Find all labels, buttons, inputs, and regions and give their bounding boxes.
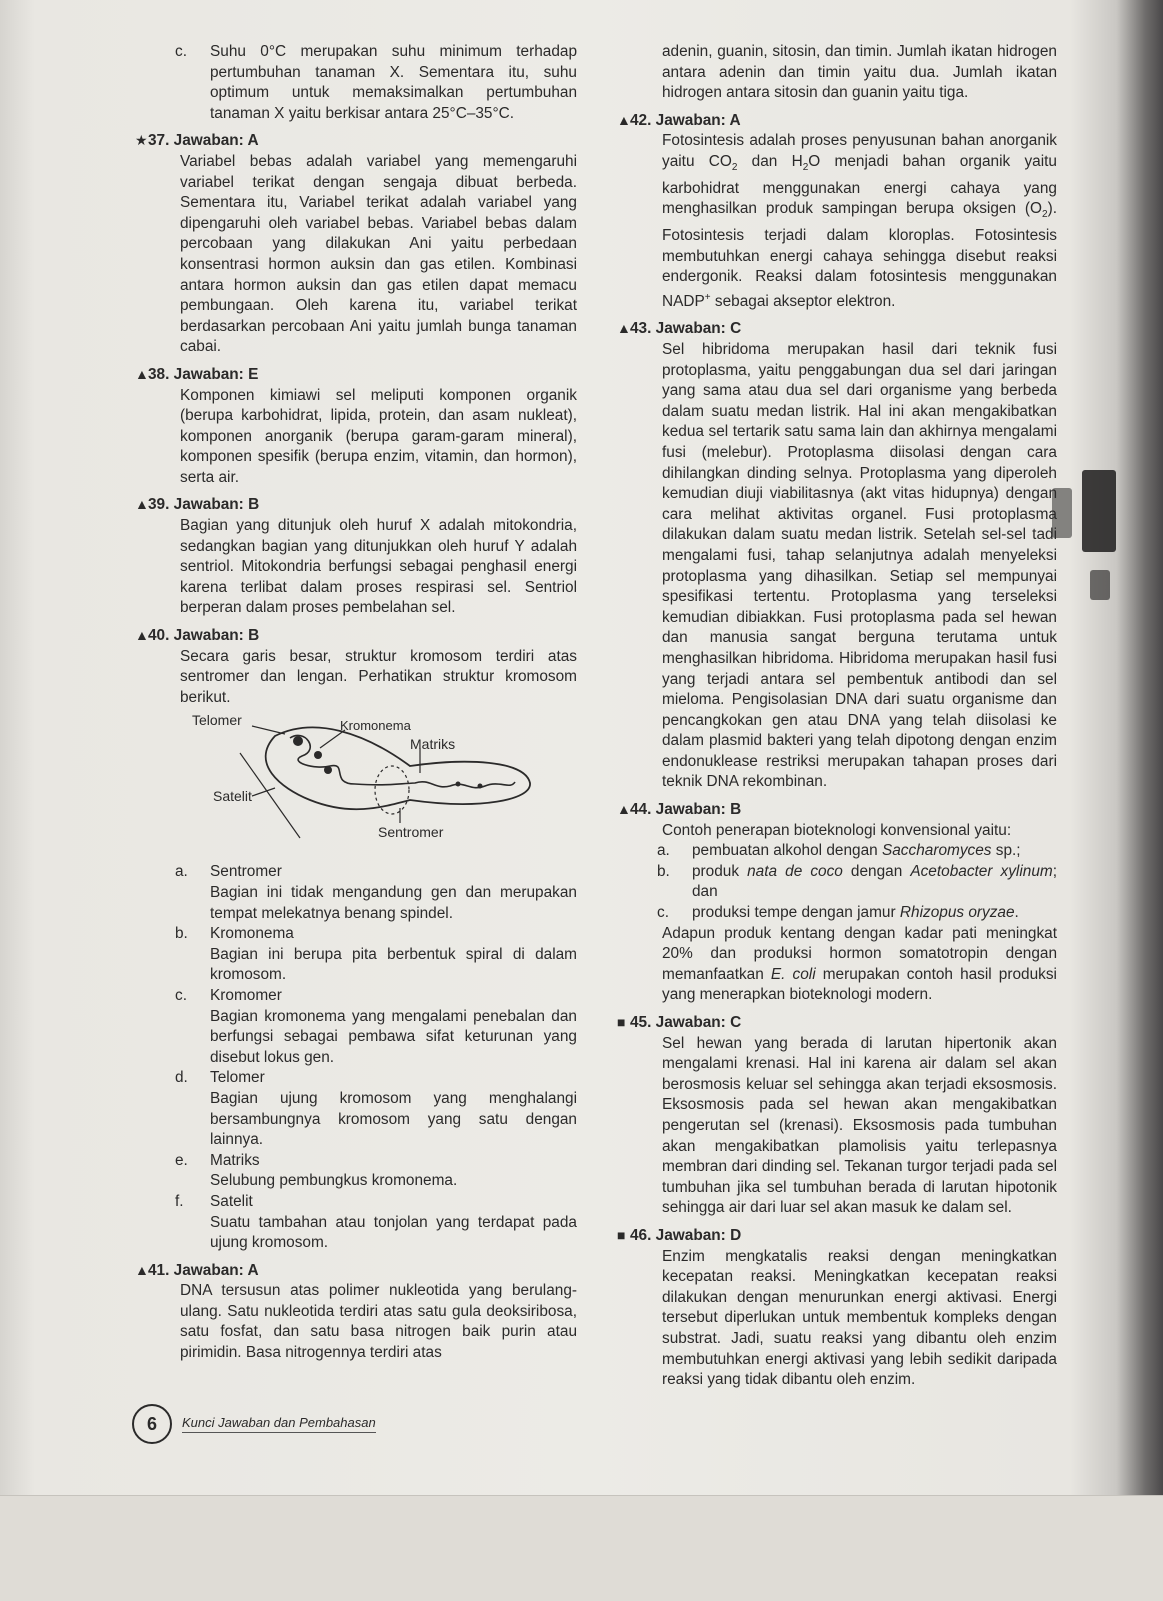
chromomer-dot (314, 751, 322, 759)
chromomer-dot (478, 784, 483, 789)
answer-46 (617, 1225, 1057, 1391)
ink-smudge (1090, 570, 1110, 600)
text-segment: produksi tempe dengan jamur (692, 904, 900, 922)
answer-40 (135, 625, 577, 1254)
part-title: Matriks (210, 1151, 260, 1169)
answer-heading (135, 130, 577, 152)
text-segment: ; dan (692, 862, 1057, 901)
answer-44 (617, 799, 1057, 1006)
part-label: a. (175, 863, 188, 881)
text-segment: produk (692, 862, 748, 880)
left-top-item (135, 42, 577, 124)
answer-body: Sel hibridoma merupakan hasil dari teknik fusi protoplasma, yaitu penggabungan dua sel dari jaringan yang sama atau dua sel dari organisme yang berbeda dalam suatu medan listrik. Hal ini akan mengakibatkan kedua sel tertarik satu sama lain dan akhirnya mengalami fusi (melebur). Protoplasma diisolasi dengan cara dihilangkan dinding selnya. Protoplasma yang diperoleh kemudian diuji viabilitasnya (akt vitas hidupnya) dengan cara melihat aktivitas organel. Fusi protoplasma dilakukan dalam suatu medan listrik. Setelah sel-sel tadi mengalami fusi, tahap selanjutnya adalah menyeleksi protoplasma yang dihasilkan. Setiap sel mempunyai spesifikasi tertentu. Protoplasma yang terseleksi kemudian dibiakkan. Fusi protoplasma pada sel hewan dan manusia sangat berguna terutama untuk menghasilkan hibridoma. Hibridoma merupakan hasil fusi yang terjadi antara sel pembentuk antibodi dan sel mieloma. Pengisolasian DNA dari suatu organisme dan pencangkokan gen atau DNA yang telah diisolasi ke dalam plasmid bakteri yang telah dipotong dengan enzim endonuklease restriksi merupakan tahapan proses dari teknik DNA rekombinan. (662, 341, 1057, 791)
answer-heading (617, 799, 1057, 821)
satelit-leader (252, 788, 275, 796)
example-item (617, 862, 1057, 903)
text-segment: dengan (842, 862, 911, 880)
page-footer (132, 1404, 376, 1444)
answer-43 (617, 318, 1057, 793)
triangle-icon: ▲ (135, 1261, 149, 1278)
italic-term: E. coli (770, 965, 816, 983)
subscript: 2 (1042, 209, 1048, 221)
answer-heading-text: 44. Jawaban: B (630, 801, 742, 819)
part-desc: Suatu tambahan atau tonjolan yang terdapat pada ujung kromosom. (210, 1213, 577, 1252)
triangle-icon: ▲ (135, 365, 149, 382)
answer-heading-text: 37. Jawaban: A (148, 132, 259, 150)
continuation-text: adenin, guanin, sitosin, dan timin. Jumlah ikatan hidrogen antara adenin dan timin yaitu dua. Jumlah ikatan hidrogen antara sitosin dan guanin yaitu tiga. (662, 43, 1057, 102)
footer-title: Kunci Jawaban dan Pembahasan (182, 1415, 376, 1433)
answer-heading-text: 41. Jawaban: A (148, 1261, 259, 1279)
italic-term: Acetobacter xylinum (910, 862, 1053, 880)
part-desc: Bagian ujung kromosom yang menghalangi bersambungnya kromosom yang satu dengan lainnya. (210, 1089, 577, 1149)
chromosome-figure (180, 708, 577, 858)
answer-body: Enzim mengkatalis reaksi dengan meningkatkan kecepatan reaksi. Meningkatkan kecepatan reaksi dilakukan dengan menurunkan energi aktivasi. Energi tersebut diperlukan untuk membentuk kompleks dengan substrat. Jadi, suatu reaksi yang dibantu oleh enzim membutuhkan energi aktivasi yang lebih sedikit daripada reaksi yang tidak dibantu oleh enzim. (662, 1247, 1057, 1389)
answer-heading-text: 39. Jawaban: B (148, 496, 260, 514)
left-column (135, 42, 577, 1370)
part-desc: Bagian kromonema yang mengalami penebalan dan berfungsi sebagai pembawa sifat keturunan yang disebut lokus gen. (210, 1007, 577, 1066)
body-segment: sebagai akseptor elektron. (710, 292, 896, 310)
part-item (135, 1068, 577, 1089)
answer-heading-text: 38. Jawaban: E (148, 365, 259, 383)
answer-heading-text: 42. Jawaban: A (630, 111, 741, 129)
part-list (135, 862, 577, 1253)
chromomer-dot (324, 766, 332, 774)
part-label: f. (175, 1192, 184, 1210)
chromomer-dot (456, 782, 461, 787)
example-label: a. (657, 842, 670, 860)
triangle-icon: ▲ (135, 627, 149, 644)
label-matriks: Matriks (410, 736, 456, 753)
part-item (135, 1192, 577, 1213)
example-text (692, 903, 1057, 924)
answer-body: Variabel bebas adalah variabel yang memengaruhi variabel terikat dengan sengaja dibuat berbeda. Sementara itu, Variabel terikat adalah variabel yang dipengaruhi oleh variabel bebas. Variabel bebas dalam percobaan yang dilakukan Ani yaitu perbedaan konsentrasi hormon auksin dan gas etilen. Kombinasi antara hormon auksin dan gas etilen dapat memacu pembungaan. Oleh karena itu, variabel terikat berdasarkan percobaan Ani yaitu jumlah bunga tanaman cabai. (180, 152, 577, 356)
star-icon: ★ (135, 132, 148, 149)
chromosome-outline (266, 728, 530, 810)
telomer-leader (252, 726, 285, 734)
answer-heading (135, 364, 577, 386)
part-title: Telomer (210, 1069, 265, 1087)
sub-label: c. (175, 43, 187, 60)
answer-45 (617, 1012, 1057, 1219)
answer-heading (135, 1260, 577, 1282)
example-item (617, 841, 1057, 862)
part-title: Satelit (210, 1192, 253, 1210)
sub-item (135, 42, 577, 124)
page-number: 6 (132, 1404, 172, 1444)
square-icon: ■ (617, 1014, 626, 1030)
example-text (692, 862, 1057, 903)
text-segment: Adapun produk kentang dengan kadar pati meningkat 20% dan produksi hormon somatotropin dengan memanfaatkan (662, 924, 1057, 983)
text-segment: pembuatan alkohol dengan (692, 842, 882, 860)
part-desc: Selubung pembungkus kromonema. (210, 1172, 458, 1190)
subscript: 2 (731, 162, 738, 174)
label-telomer: Telomer (192, 712, 242, 729)
body-segment: ). Fotosintesis terjadi dalam kloroplas. Fotosintesis membutuhkan energi cahaya sehingga disebut reaksi endergonik. Reaksi dalam fotosintesis menggunakan NADP (662, 200, 1057, 310)
part-label: d. (175, 1069, 188, 1087)
sub-text: Suhu 0°C merupakan suhu minimum terhadap pertumbuhan tanaman X. Sementara itu, suhu optimum untuk memaksimalkan pertumbuhan tanaman X yaitu berkisar antara 25°C–35°C. (210, 43, 577, 122)
text-segment: . (1014, 904, 1019, 922)
answer-heading (617, 110, 1057, 132)
chromomer-dot (293, 736, 303, 746)
answer-heading (617, 1012, 1057, 1034)
triangle-icon: ▲ (617, 111, 631, 128)
superscript: + (704, 291, 711, 303)
answer-42 (617, 110, 1057, 313)
answer-heading (135, 625, 577, 647)
text-segment: sp.; (991, 842, 1021, 860)
answer-39 (135, 494, 577, 619)
triangle-icon: ▲ (135, 496, 149, 513)
part-title: Sentromer (210, 863, 282, 881)
italic-term: Rhizopus oryzae (899, 904, 1015, 922)
example-label: b. (657, 862, 670, 880)
triangle-icon: ▲ (617, 320, 631, 337)
answer-heading (135, 494, 577, 516)
part-title: Kromonema (210, 925, 294, 943)
part-item (135, 986, 577, 1007)
body-segment: O menjadi bahan organik yaitu karbohidrat menggunakan energi cahaya yang menghasilkan produk sampingan berupa oksigen (O (662, 152, 1057, 218)
answer-body: Bagian yang ditunjuk oleh huruf X adalah mitokondria, sedangkan bagian yang ditunjukkan oleh huruf Y adalah sentriol. Mitokondria berfungsi sebagai penghasil energi karena terlibat dalam proses respirasi sel. Sentriol berperan dalam proses pembelahan sel. (180, 517, 577, 617)
answer-body: DNA tersusun atas polimer nukleotida yang berulang-ulang. Satu nukleotida terdiri atas satu gula deoksiribosa, satu fosfat, dan satu basa nitrogen baik purin atau pirimidin. Basa nitrogennya terdiri atas (180, 1282, 577, 1362)
part-desc: Bagian ini berupa pita berbentuk spiral di dalam kromosom. (210, 945, 577, 984)
part-label: c. (175, 986, 187, 1004)
example-text (692, 841, 1057, 862)
right-column (617, 42, 1057, 1397)
part-label: e. (175, 1151, 188, 1169)
ink-smudge (1082, 470, 1116, 552)
body-segment: Fotosintesis adalah proses penyusunan bahan anorganik yaitu CO (662, 132, 1057, 170)
part-desc: Bagian ini tidak mengandung gen dan merupakan tempat melekatnya benang spindel. (210, 884, 577, 922)
answer-heading (617, 1225, 1057, 1247)
part-item (135, 862, 577, 883)
example-label: c. (657, 904, 669, 922)
answer-heading-text: 46. Jawaban: D (630, 1226, 742, 1244)
answer-body (617, 131, 1057, 312)
answer-heading-text: 43. Jawaban: C (630, 320, 742, 338)
answer-41 (135, 1260, 577, 1364)
part-item (135, 924, 577, 945)
answer-intro: Contoh penerapan bioteknologi konvensional yaitu: (662, 821, 1012, 839)
triangle-icon: ▲ (617, 801, 631, 818)
example-item (617, 903, 1057, 924)
answer-heading-text: 45. Jawaban: C (630, 1014, 742, 1031)
part-label: b. (175, 925, 188, 943)
label-satelit: Satelit (213, 788, 252, 805)
text-segment: merupakan contoh hasil produksi yang menerapkan bioteknologi modern. (662, 965, 1057, 1004)
answer-closing (617, 924, 1057, 1006)
right-top-continuation (617, 42, 1057, 104)
body-segment: dan H (737, 152, 803, 170)
answer-38 (135, 364, 577, 489)
answer-body: Secara garis besar, struktur kromosom terdiri atas sentromer dan lengan. Perhatikan struktur kromosom berikut. (180, 647, 577, 706)
answer-body: Komponen kimiawi sel meliputi komponen organik (berupa karbohidrat, lipida, protein, dan asam nukleat), komponen anorganik (berupa garam-garam mineral), komponen spesifik (berupa enzim, vitamin, dan hormon), serta air. (180, 386, 577, 486)
answer-37 (135, 130, 577, 358)
italic-term: nata de coco (747, 862, 843, 880)
italic-term: Saccharomyces (881, 842, 992, 860)
label-sentromer: Sentromer (378, 824, 444, 841)
subscript: 2 (802, 162, 809, 174)
answer-heading-text: 40. Jawaban: B (148, 627, 260, 645)
square-icon: ■ (617, 1226, 626, 1243)
scanner-bed-strip (0, 1495, 1163, 1601)
part-title: Kromomer (210, 986, 282, 1004)
answer-body: Sel hewan yang berada di larutan hipertonik akan mengalami krenasi. Hal ini karena air dalam sel akan berosmosis keluar sel sehingga akan terjadi eksosmosis. Eksosmosis pada sel hewan akan mengakibatkan pengerutan sel (krenasi). Eksosmosis pada tumbuhan akan mengakibatkan plamolisis yaitu terlepasnya membran dari dinding sel. Tekanan turgor terjadi pada sel tumbuhan jika sel tumbuhan berada di larutan hipotonik sehingga air dari luar sel akan masuk ke dalam sel. (662, 1034, 1057, 1217)
label-kromonema: Kromonema (340, 718, 411, 734)
answer-heading (617, 318, 1057, 340)
part-item (135, 1151, 577, 1172)
